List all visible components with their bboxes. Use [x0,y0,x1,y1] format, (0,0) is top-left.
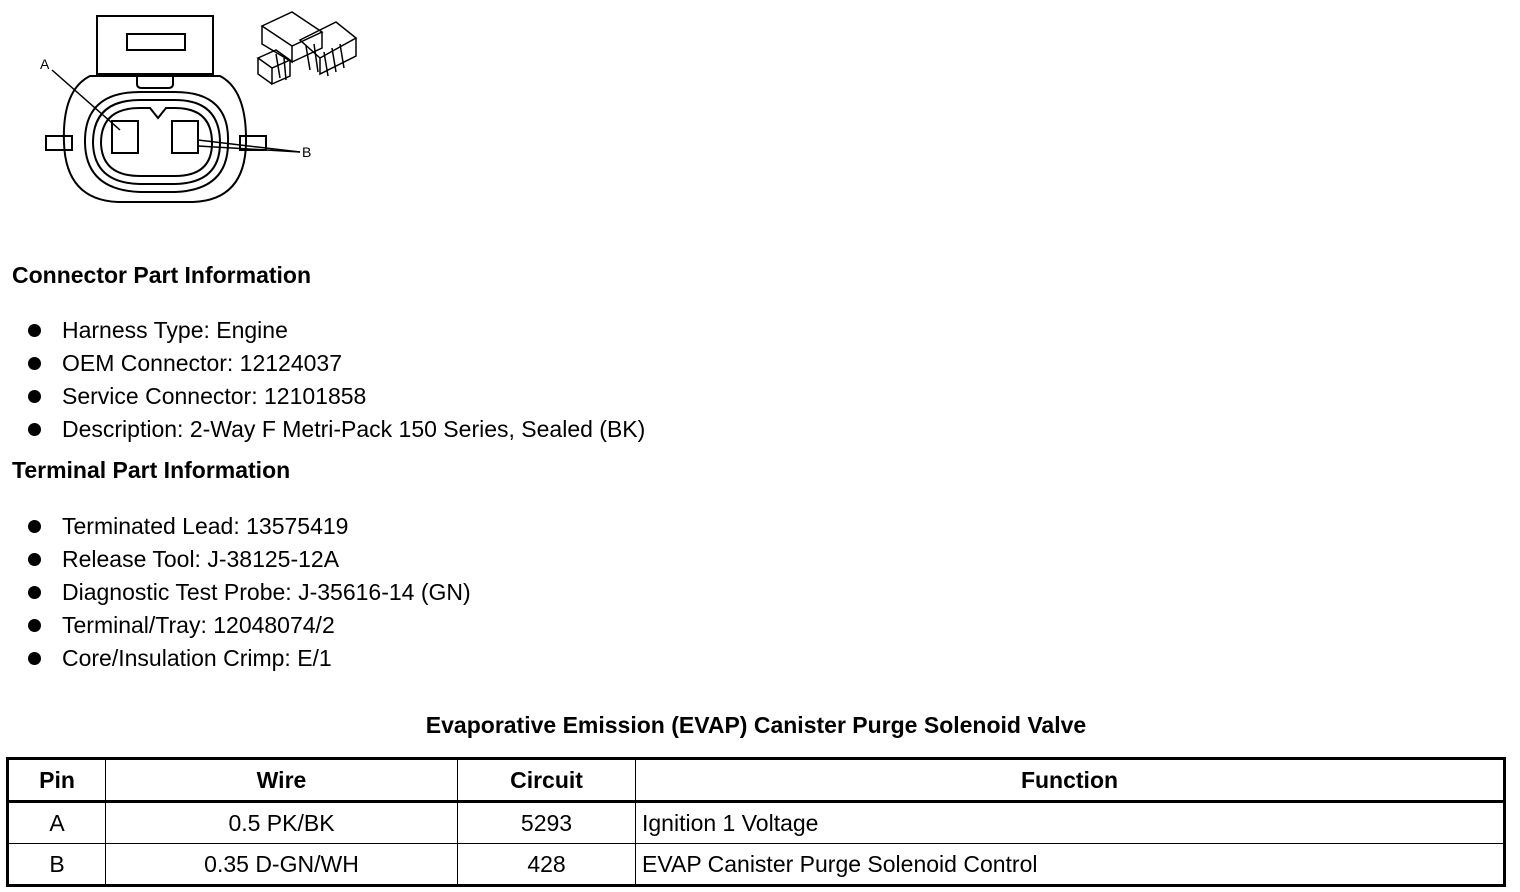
bullet-icon [28,586,41,599]
connector-info-list [28,314,645,446]
connector-left-tab [46,136,72,150]
bullet-icon [28,619,41,632]
list-item: Description: 2-Way F Metri-Pack 150 Series, Sealed (BK) [28,413,645,446]
table-row [8,802,1505,844]
terminal-info-list [28,510,471,675]
cell-wire: 0.35 D-GN/WH [106,844,458,886]
cell-pin: A [8,802,106,844]
pin-label-b: B [302,144,312,160]
header-wire: Wire [106,759,458,802]
cell-circuit: 428 [458,844,636,886]
connector-latch [97,16,213,74]
list-item: Release Tool: J-38125-12A [28,543,471,576]
list-item: OEM Connector: 12124037 [28,347,645,380]
list-item: Harness Type: Engine [28,314,645,347]
list-item: Diagnostic Test Probe: J-35616-14 (GN) [28,576,471,609]
cell-function: EVAP Canister Purge Solenoid Control [636,844,1505,886]
connector-info-title: Connector Part Information [12,262,312,288]
bullet-icon [28,324,41,337]
cell-circuit: 5293 [458,802,636,844]
bullet-icon [28,520,41,533]
bullet-icon [28,652,41,665]
list-item: Terminal/Tray: 12048074/2 [28,609,471,642]
list-item: Service Connector: 12101858 [28,380,645,413]
terminal-info-title: Terminal Part Information [12,457,291,483]
table-row [8,844,1505,886]
list-item: Core/Insulation Crimp: E/1 [28,642,471,675]
bullet-icon [28,423,41,436]
cell-function: Ignition 1 Voltage [636,802,1505,844]
connector-3d-sketch [258,12,356,84]
cell-wire: 0.5 PK/BK [106,802,458,844]
header-pin: Pin [8,759,106,802]
list-item: Terminated Lead: 13575419 [28,510,471,543]
bullet-icon [28,553,41,566]
pin-table [6,757,1506,887]
cavity-b [172,121,198,153]
bullet-icon [28,390,41,403]
pin-table-title: Evaporative Emission (EVAP) Canister Purge Solenoid Valve [425,712,1087,738]
cell-pin: B [8,844,106,886]
bullet-icon [28,357,41,370]
table-header-row [8,759,1505,802]
header-circuit: Circuit [458,759,636,802]
connector-diagram [0,0,380,215]
pin-label-a: A [40,56,50,72]
header-function: Function [636,759,1505,802]
